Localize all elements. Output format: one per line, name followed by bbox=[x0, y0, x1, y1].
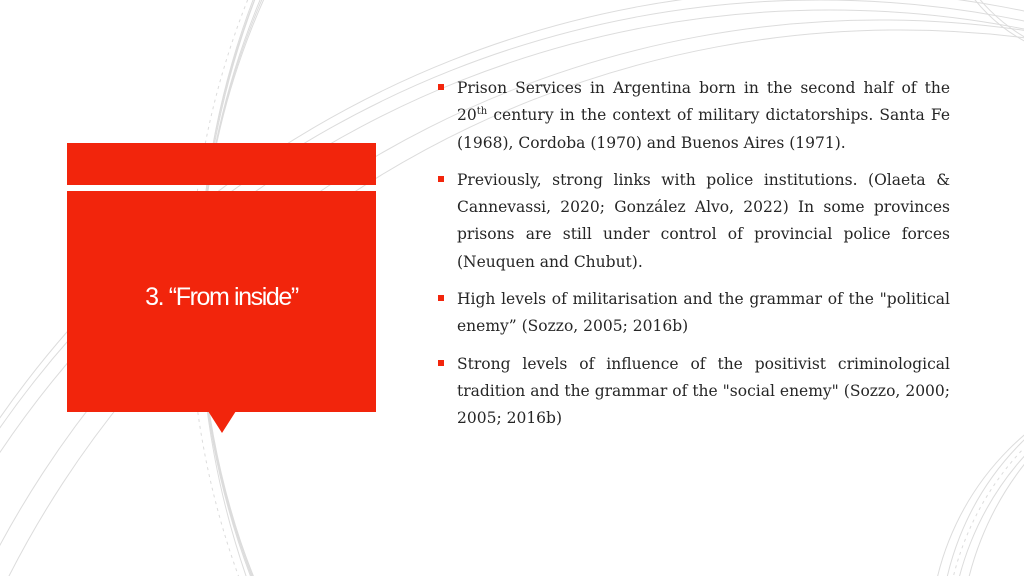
bullet-list bbox=[436, 75, 950, 443]
square-bullet-icon bbox=[438, 176, 444, 182]
bullet-item bbox=[436, 75, 950, 157]
bullet-text-continued: century in the context of military dictatorships. Santa Fe (1968), Cordoba (1970) and Buenos Aires (1971). bbox=[457, 106, 950, 152]
slide-title: 3. “From inside” bbox=[145, 283, 298, 311]
square-bullet-icon bbox=[438, 295, 444, 301]
bullet-text: Previously, strong links with police institutions. (Olaeta & Cannevassi, 2020; González Alvo, 2022) In some provinces prisons are still under control of provincial police forces (Neuquen and Chubut). bbox=[457, 170, 950, 271]
bullet-item bbox=[436, 286, 950, 341]
title-accent-bar bbox=[67, 143, 376, 185]
bullet-text: High levels of militarisation and the grammar of the "political enemy” (Sozzo, 2005; 2016b) bbox=[457, 290, 950, 336]
square-bullet-icon bbox=[438, 360, 444, 366]
bullet-text: Strong levels of influence of the positivist criminological tradition and the grammar of the "social enemy" (Sozzo, 2000; 2005; 2016b) bbox=[457, 354, 950, 428]
title-box-pointer bbox=[208, 411, 236, 433]
bullet-text: Prison Services in Argentina born in the second half of the 20 bbox=[457, 79, 950, 125]
superscript: th bbox=[476, 106, 488, 118]
bullet-item bbox=[436, 351, 950, 433]
bullet-item bbox=[436, 167, 950, 276]
square-bullet-icon bbox=[438, 84, 444, 90]
